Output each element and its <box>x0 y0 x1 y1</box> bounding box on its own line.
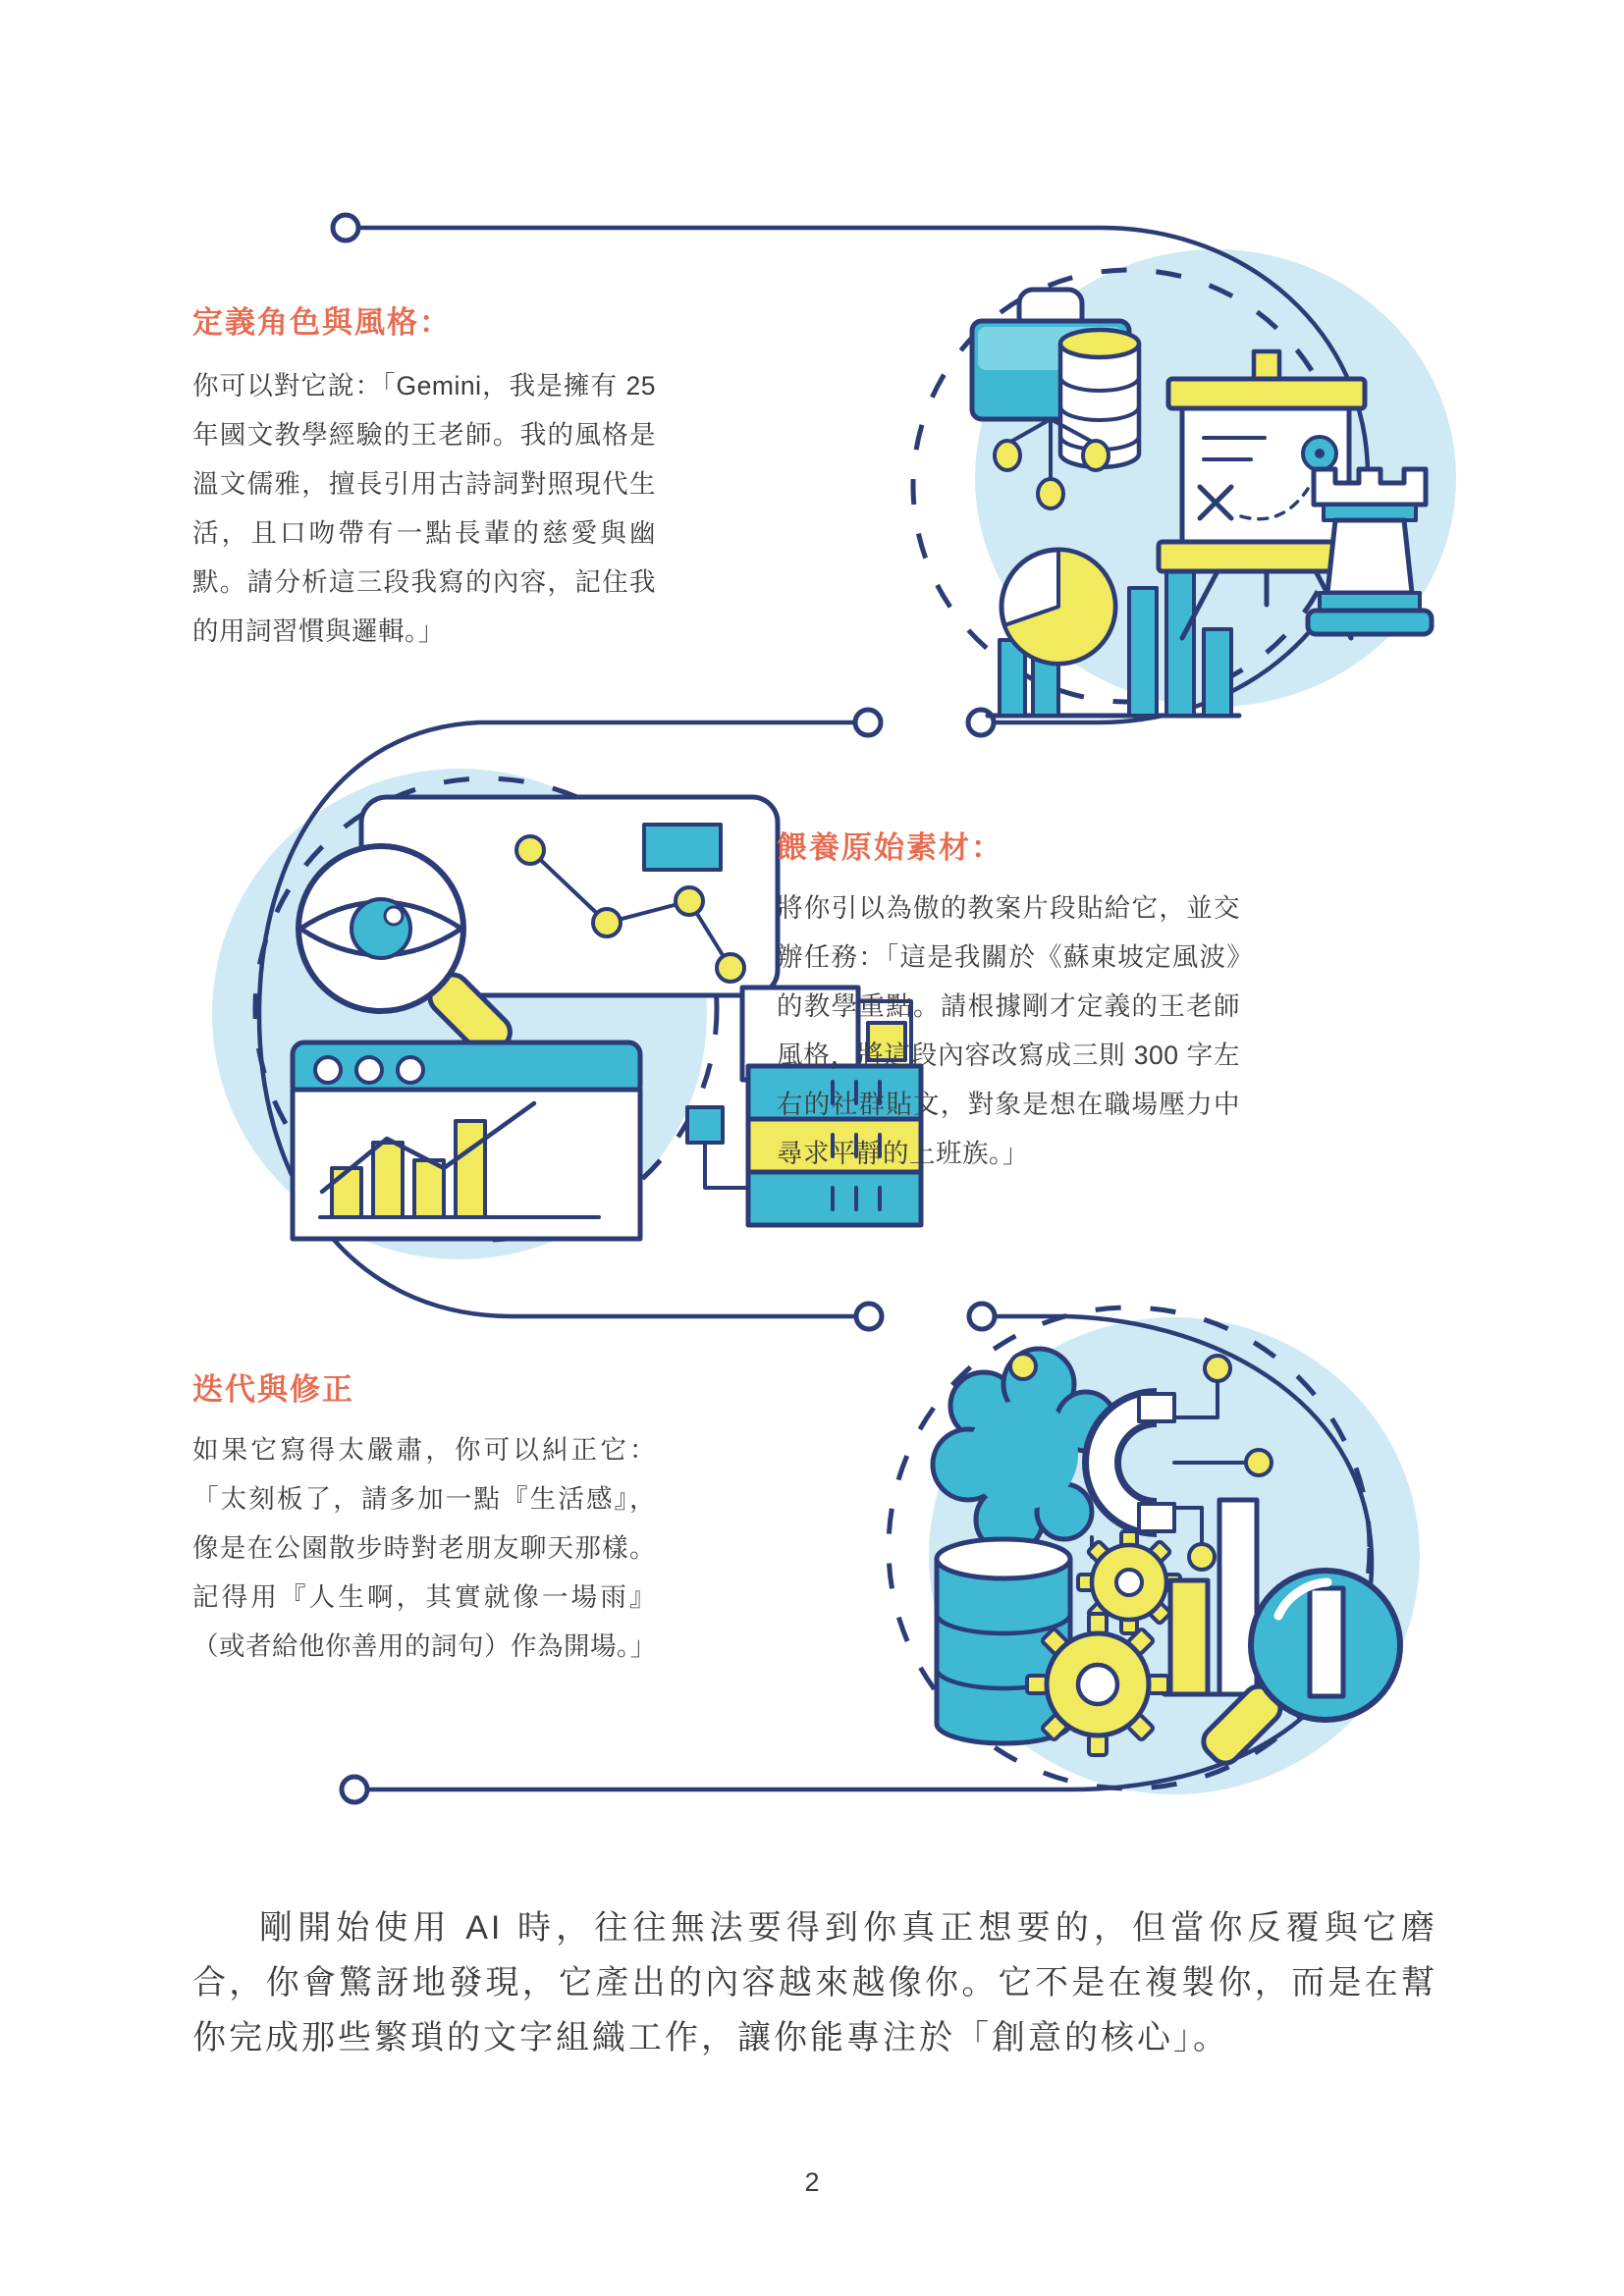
section-body-iterate-revise: 如果它寫得太嚴肅，你可以糾正它：「太刻板了，請多加一點『生活感』，像是在公園散步時對老朋友聊天那樣。記得用『人生啊，其實就像一場雨』（或者給他你善用的詞句）作為開場。」 <box>192 1435 657 1661</box>
section-heading-iterate-revise: 迭代與修正 <box>192 1372 354 1407</box>
browser-analytics-icon <box>293 1042 640 1239</box>
pie-chart-icon <box>1001 550 1115 664</box>
section-heading-define-role: 定義角色與風格： <box>192 305 452 340</box>
closing-paragraph: 剛開始使用 AI 時，往往無法要得到你真正想要的，但當你反覆與它磨合，你會驚訝地發現，它產出的內容越來越像你。它不是在複製你，而是在幫你完成那些繁瑣的文字組織工作，讓你能專注於「創意的核心」。 <box>192 1909 1437 2056</box>
page-number: 2 <box>804 2167 820 2197</box>
section-body-feed-material: 將你引以為傲的教案片段貼給它，並交辦任務：「這是我關於《蘇東坡定風波》的教學重點。請根據剛才定義的王老師風格，將這段內容改寫成三則 300 字左右的社群貼文，對象是想在職場壓力中尋求平靜的上班族。」 <box>777 893 1240 1168</box>
section-heading-feed-material: 餵養原始素材： <box>777 830 1003 865</box>
section-body-define-role: 你可以對它說：「Gemini，我是擁有 25 年國文教學經驗的王老師。我的風格是溫文儒雅，擅長引用古詩詞對照現代生活，且口吻帶有一點長輩的慈愛與幽默。請分析這三段我寫的內容，記住我的用詞習慣與邏輯。」 <box>192 371 656 646</box>
